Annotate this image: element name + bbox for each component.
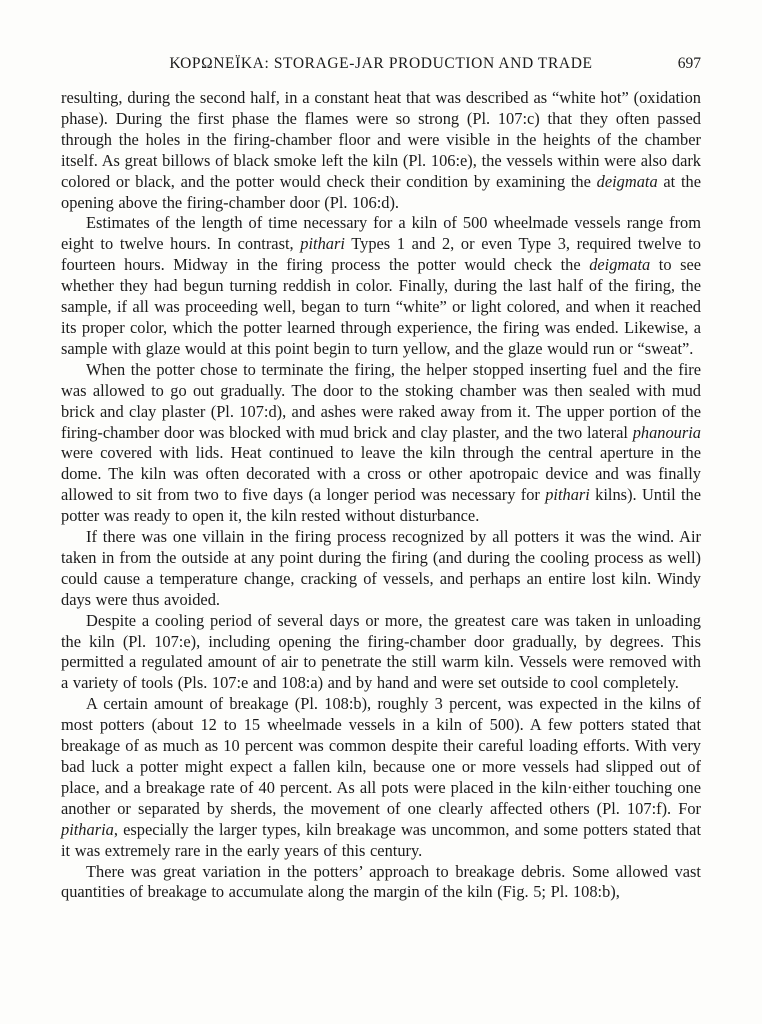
- text-segment: were covered with lids. Heat continued to leave the kiln through the central aperture in the dome. The kiln was often decorated with a cross or other apotropaic device and was finally allowed to sit from two to five days (a longer period was necessary for: [61, 443, 701, 505]
- text-segment: Estimates of the length of time necessary for a kiln of 500 wheelmade vessels range from eight to twelve hours. In contrast,: [61, 213, 701, 254]
- running-header-title: ΚΟΡΩΝΕΪΚΑ: STORAGE-JAR PRODUCTION AND TRADE: [169, 55, 593, 72]
- italic-term: pithari: [545, 485, 590, 505]
- text-segment: There was great variation in the potters’ approach to breakage debris. Some allowed vast quantities of breakage to accumulate along the margin of the kiln (Fig. 5; Pl. 108:b),: [61, 861, 701, 902]
- text-segment: resulting, during the second half, in a constant heat that was described as “white hot” (oxidation phase). During the first phase the flames were so strong (Pl. 107:c) that they often passed through the holes in the firing-chamber floor and were visible in the heights of the chamber itself. As great billows of black smoke left the kiln (Pl. 106:e), the vessels within were also dark colored or black, and the potter would check their condition by examining the: [61, 88, 701, 191]
- paragraph: [61, 213, 701, 359]
- text-segment: , especially the larger types, kiln breakage was uncommon, and some potters stated that it was extremely rare in the early years of this century.: [61, 819, 701, 860]
- text-segment: A certain amount of breakage (Pl. 108:b), roughly 3 percent, was expected in the kilns of most potters (about 12 to 15 wheelmade vessels in a kiln of 500). A few potters stated that breakage of as much as 10 percent was common despite their careful loading efforts. With very bad luck a potter might expect a fallen kiln, because one or more vessels had slipped out of place, and a breakage rate of 40 percent. As all pots were placed in the kiln·either touching one another or separated by sherds, the movement of one clearly affected others (Pl. 107:f). For: [61, 694, 701, 818]
- text-segment: to see whether they had begun turning reddish in color. Finally, during the last half of the firing, the sample, if all was proceeding well, began to turn “white” or light colored, and when it reached its proper color, which the potter learned through experience, the firing was ended. Likewise, a sample with glaze would at this point begin to turn yellow, and the glaze would run or “sweat”.: [61, 255, 702, 358]
- text-segment: kilns). Until the potter was ready to open it, the kiln rested without disturbance.: [61, 485, 701, 526]
- italic-term: deigmata: [589, 255, 651, 275]
- text-segment: If there was one villain in the firing process recognized by all potters it was the wind. Air taken in from the outside at any point during the firing (and during the cooling process as well) could cause a temperature change, cracking of vessels, and perhaps an entire lost kiln. Windy days were thus avoided.: [61, 527, 701, 609]
- italic-term: phanouria: [632, 422, 701, 442]
- paragraph: [61, 611, 701, 695]
- paragraph: [61, 88, 701, 213]
- page-number: 697: [677, 55, 701, 72]
- italic-term: pitharia: [61, 819, 114, 839]
- text-segment: Despite a cooling period of several days or more, the greatest care was taken in unloading the kiln (Pl. 107:e), including opening the firing-chamber door gradually, by degrees. This permitted a regulated amount of air to penetrate the still warm kiln. Vessels were removed with a variety of tools (Pls. 107:e and 108:a) and by hand and were set outside to cool completely.: [61, 610, 701, 693]
- text-segment: Types 1 and 2, or even Type 3, required twelve to fourteen hours. Midway in the firing process the potter would check the: [61, 234, 701, 275]
- running-header: [61, 55, 701, 75]
- paragraph: [61, 862, 701, 904]
- paragraph: [61, 527, 701, 611]
- body-text: [61, 88, 701, 903]
- paragraph: [61, 360, 701, 527]
- italic-term: deigmata: [596, 171, 658, 191]
- text-segment: When the potter chose to terminate the firing, the helper stopped inserting fuel and the fire was allowed to go out gradually. The door to the stoking chamber was then sealed with mud brick and clay plaster (Pl. 107:d), and ashes were raked away from it. The upper portion of the firing-chamber door was blocked with mud brick and clay plaster, and the two lateral: [61, 359, 701, 442]
- text-segment: at the opening above the firing-chamber door (Pl. 106:d).: [61, 171, 701, 212]
- italic-term: pithari: [300, 234, 345, 254]
- paragraph: [61, 694, 701, 861]
